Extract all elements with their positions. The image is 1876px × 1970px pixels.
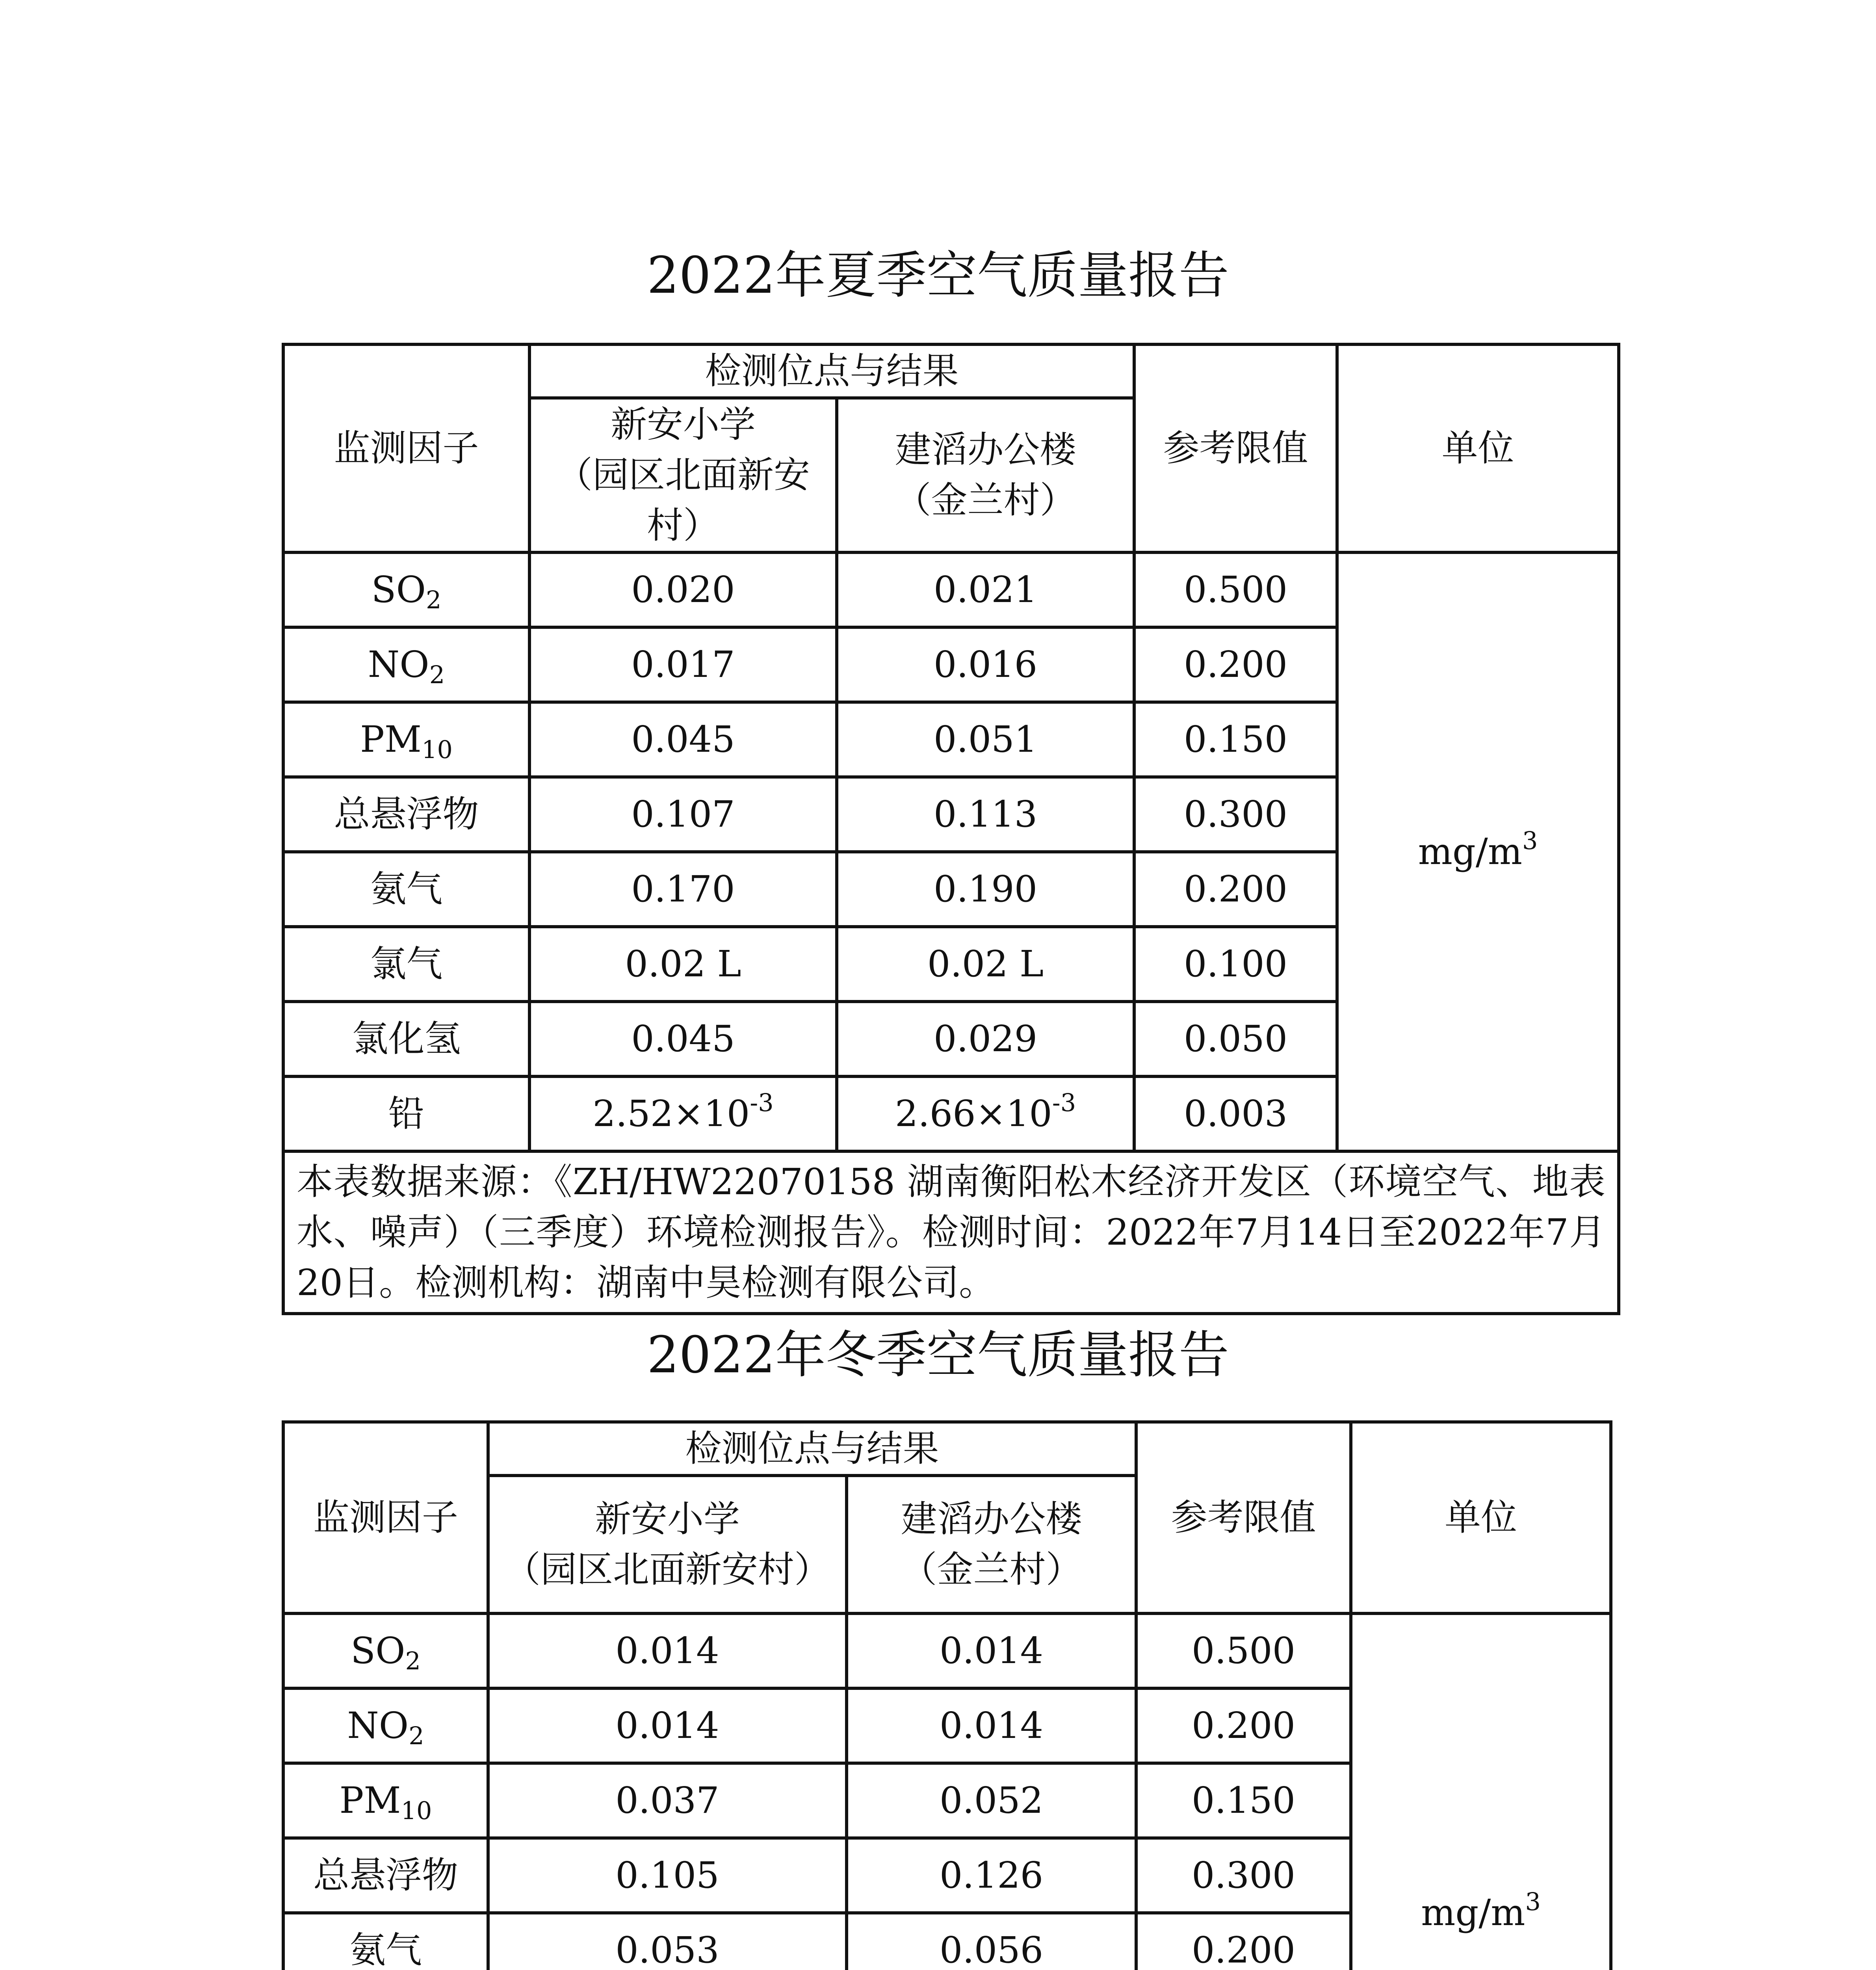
site1-value: 0.045: [631, 1018, 735, 1060]
site2-value-cell: [847, 1913, 1136, 1970]
factor-subscript: 10: [401, 1796, 432, 1825]
site1-value: 0.170: [631, 868, 735, 910]
table-row: [283, 552, 1619, 627]
site1-value: 0.014: [615, 1630, 719, 1672]
site1-value: 2.52×10: [593, 1093, 750, 1135]
factor-cell: [283, 1076, 529, 1151]
factor-cell: [283, 927, 529, 1002]
site2-value: 0.014: [939, 1704, 1044, 1747]
winter-report-title: 2022年冬季空气质量报告: [647, 1326, 1229, 1385]
factor-cell: [283, 852, 529, 927]
factor-header: 监测因子: [283, 344, 529, 552]
site1-value-cell: [488, 1838, 847, 1913]
site-header: 新安小学 （园区北面新安村）: [488, 1476, 847, 1613]
factor-name: SO: [371, 569, 426, 611]
factor-name: 总悬浮物: [313, 1854, 458, 1896]
factor-name: NO: [368, 643, 429, 686]
results-group-header: 检测位点与结果: [529, 344, 1134, 398]
unit-exponent: 3: [1525, 1887, 1541, 1916]
header-row: [283, 1422, 1611, 1476]
factor-cell: [283, 702, 529, 777]
factor-cell: [283, 627, 529, 702]
site1-value-cell: [529, 1076, 837, 1151]
unit-base: mg/m: [1421, 1892, 1525, 1934]
limit-value: 0.200: [1134, 852, 1337, 927]
site2-value: 0.02 L: [927, 943, 1044, 985]
site2-value-cell: [837, 777, 1134, 852]
factor-header: 监测因子: [283, 1422, 488, 1613]
factor-cell: [283, 552, 529, 627]
limit-value: 0.500: [1136, 1613, 1351, 1688]
site1-value-cell: [488, 1688, 847, 1763]
site-header: 建滔办公楼 （金兰村）: [837, 398, 1134, 552]
factor-name: SO: [351, 1630, 405, 1672]
site2-value-cell: [847, 1688, 1136, 1763]
site-header: 新安小学 （园区北面新安村）: [529, 398, 837, 552]
factor-cell: [283, 777, 529, 852]
factor-name: PM: [339, 1779, 401, 1821]
factor-cell: [283, 1763, 488, 1838]
site2-value-cell: [847, 1763, 1136, 1838]
factor-cell: [283, 1613, 488, 1688]
factor-subscript: 2: [409, 1721, 424, 1750]
site2-value: 0.051: [933, 718, 1038, 760]
limit-value: 0.300: [1136, 1838, 1351, 1913]
header-row: [283, 344, 1619, 398]
site2-value: 0.126: [939, 1854, 1044, 1896]
unit-header: 单位: [1351, 1422, 1611, 1613]
site2-value-cell: [847, 1838, 1136, 1913]
site2-value: 0.016: [933, 643, 1038, 686]
factor-subscript: 2: [426, 585, 442, 614]
site2-value: 0.021: [933, 569, 1038, 611]
site1-value: 0.017: [631, 643, 735, 686]
factor-subscript: 10: [422, 735, 453, 764]
limit-value: 0.150: [1136, 1763, 1351, 1838]
results-group-header: 检测位点与结果: [488, 1422, 1136, 1476]
unit-base: mg/m: [1418, 831, 1522, 873]
limit-value: 0.100: [1134, 927, 1337, 1002]
site2-value: 0.014: [939, 1630, 1044, 1672]
factor-cell: [283, 1838, 488, 1913]
site1-value: 0.107: [631, 793, 735, 835]
summer-report-title: 2022年夏季空气质量报告: [647, 246, 1229, 305]
site2-exponent: -3: [1052, 1088, 1076, 1117]
source-note: 本表数据来源：《ZH/HW22070158 湖南衡阳松木经济开发区（环境空气、地表水、噪声）（三季度）环境检测报告》。检测时间：2022年7月14日至2022年7月20日。检测机构：湖南中昊检测有限公司。: [283, 1151, 1619, 1314]
limit-header: 参考限值: [1134, 344, 1337, 552]
site-header: 建滔办公楼 （金兰村）: [847, 1476, 1136, 1613]
site1-value-cell: [529, 1002, 837, 1076]
site2-value: 0.190: [933, 868, 1038, 910]
site1-value-cell: [529, 702, 837, 777]
factor-name: 氨气: [349, 1929, 422, 1970]
site1-value-cell: [488, 1763, 847, 1838]
site1-value-cell: [529, 627, 837, 702]
factor-name: PM: [360, 718, 422, 760]
factor-name: 氯化氢: [352, 1018, 461, 1060]
factor-cell: [283, 1688, 488, 1763]
limit-value: 0.150: [1134, 702, 1337, 777]
site1-value: 0.053: [615, 1929, 719, 1970]
site1-value-cell: [529, 777, 837, 852]
limit-value: 0.500: [1134, 552, 1337, 627]
site1-value: 0.037: [615, 1779, 719, 1821]
summer-air-quality-table: [282, 343, 1620, 1315]
site1-value-cell: [529, 852, 837, 927]
site2-value: 0.056: [939, 1929, 1044, 1970]
factor-name: 氨气: [370, 868, 443, 910]
site1-value-cell: [488, 1913, 847, 1970]
site1-value: 0.045: [631, 718, 735, 760]
limit-value: 0.200: [1136, 1688, 1351, 1763]
limit-value: 0.200: [1134, 627, 1337, 702]
factor-name: 氯气: [370, 943, 443, 985]
factor-name: 总悬浮物: [334, 793, 479, 835]
limit-value: 0.003: [1134, 1076, 1337, 1151]
winter-air-quality-table: [282, 1420, 1612, 1970]
site1-value: 0.02 L: [625, 943, 741, 985]
unit-value-cell: [1337, 552, 1619, 1151]
unit-header: 单位: [1337, 344, 1619, 552]
site2-value-cell: [847, 1613, 1136, 1688]
source-note-row: [283, 1151, 1619, 1314]
factor-name: NO: [347, 1704, 409, 1747]
limit-header: 参考限值: [1136, 1422, 1351, 1613]
site2-value-cell: [837, 1076, 1134, 1151]
factor-subscript: 2: [405, 1647, 421, 1675]
limit-value: 0.050: [1134, 1002, 1337, 1076]
factor-subscript: 2: [429, 660, 445, 689]
site1-value: 0.014: [615, 1704, 719, 1747]
factor-cell: [283, 1002, 529, 1076]
site2-value: 2.66×10: [895, 1093, 1052, 1135]
site2-value-cell: [837, 1002, 1134, 1076]
site2-value: 0.029: [933, 1018, 1038, 1060]
site1-exponent: -3: [750, 1088, 774, 1117]
factor-cell: [283, 1913, 488, 1970]
unit-value-cell: [1351, 1613, 1611, 1970]
site2-value-cell: [837, 927, 1134, 1002]
site2-value: 0.052: [939, 1779, 1044, 1821]
site2-value-cell: [837, 702, 1134, 777]
limit-value: 0.300: [1134, 777, 1337, 852]
site2-value: 0.113: [933, 793, 1038, 835]
site2-value-cell: [837, 552, 1134, 627]
site1-value: 0.105: [615, 1854, 719, 1896]
site2-value-cell: [837, 852, 1134, 927]
site1-value-cell: [529, 927, 837, 1002]
unit-exponent: 3: [1522, 826, 1538, 855]
site1-value-cell: [488, 1613, 847, 1688]
site1-value: 0.020: [631, 569, 735, 611]
site1-value-cell: [529, 552, 837, 627]
table-row: [283, 1613, 1611, 1688]
factor-name: 铅: [388, 1093, 425, 1135]
site2-value-cell: [837, 627, 1134, 702]
limit-value: 0.200: [1136, 1913, 1351, 1970]
